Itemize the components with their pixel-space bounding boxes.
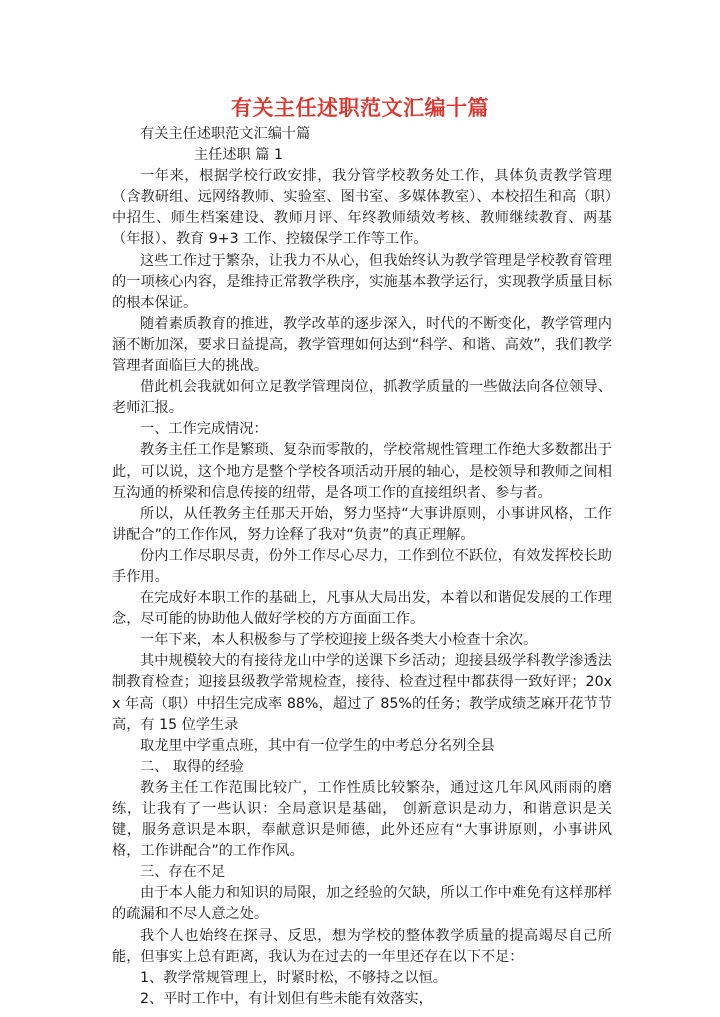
section-heading: 二、 取得的经验 <box>140 758 244 775</box>
paragraph: 取龙里中学重点班，其中有一位学生的中考总分名列全县 <box>140 737 495 754</box>
document-body <box>112 124 612 1010</box>
paragraph: 由于本人能力和知识的局限，加之经验的欠缺，所以工作中难免有这样那样的疏漏和不尽人意之处。 <box>112 885 612 923</box>
paragraph: 在完成好本职工作的基础上，凡事从大局出发，本着以和谐促发展的工作理念，尽可能的协助他人做好学校的方方面面工作。 <box>112 590 612 628</box>
paragraph: 其中规模较大的有接待龙山中学的送课下乡活动；迎接县级学科教学渗透法制教育检查；迎接县级教学常规检查，接待、检查过程中都获得一致好评；20xx 年高（职）中招生完成率 88%，超过了 85%的任务；教学成绩芝麻开花节节高，有 15 位学生录 <box>112 653 612 733</box>
document-title: 有关主任述职范文汇编十篇 <box>231 96 489 120</box>
list-item: 2、平时工作中，有计划但有些未能有效落实， <box>140 990 433 1007</box>
chapter-heading: 主任述职 篇 1 <box>194 147 283 164</box>
paragraph: 我个人也始终在探寻、反思，想为学校的整体教学质量的提高竭尽自己所能，但事实上总有距离，我认为在过去的一年里还存在以下不足： <box>112 927 612 965</box>
paragraph: 份内工作尽职尽责，份外工作尽心尽力，工作到位不跃位，有效发挥校长助手作用。 <box>112 547 612 585</box>
paragraph: 一年来，根据学校行政安排，我分管学校教务处工作，具体负责教学管理（含教研组、远网络教师、实验室、图书室、多媒体教室）、本校招生和高（职）中招生、师生档案建设、教师月评、年终教师绩效考核、教师继续教育、两基（年报）、教育 9+3 工作、控辍保学工作等工作。 <box>112 168 612 248</box>
document-subtitle: 有关主任述职范文汇编十篇 <box>140 126 311 142</box>
paragraph: 随着素质教育的推进，教学改革的逐步深入，时代的不断变化，教学管理内涵不断加深，要求日益提高，教学管理如何达到“科学、和谐、高效”，我们教学管理者面临巨大的挑战。 <box>112 315 612 375</box>
paragraph: 教务主任工作范围比较广，工作性质比较繁杂，通过这几年风风雨雨的磨练，让我有了一些认识：全局意识是基础， 创新意识是动力，和谐意识是关键，服务意识是本职，奉献意识是师德，此外还应有“大事讲原则，小事讲风格，工作讲配合”的工作作风。 <box>112 779 612 860</box>
paragraph: 借此机会我就如何立足教学管理岗位，抓教学质量的一些做法向各位领导、老师汇报。 <box>112 379 612 417</box>
paragraph: 所以，从任教务主任那天开始，努力坚持“大事讲原则，小事讲风格，工作讲配合”的工作作风，努力诠释了我对“负责”的真正理解。 <box>112 505 612 543</box>
section-heading: 一、工作完成情况： <box>140 421 268 438</box>
paragraph: 教务主任工作是繁琐、复杂而零散的，学校常规性管理工作绝大多数都出于此，可以说，这个地方是整个学校各项活动开展的轴心，是校领导和教师之间相互沟通的桥梁和信息传接的纽带，是各项工作的直接组织者、参与者。 <box>112 442 612 501</box>
paragraph: 这些工作过于繁杂，让我力不从心，但我始终认为教学管理是学校教育管理的一项核心内容，是维持正常教学秩序，实施基本教学运行，实现教学质量目标的根本保证。 <box>112 252 612 311</box>
paragraph: 一年下来，本人积极参与了学校迎接上级各类大小检查十余次。 <box>140 632 538 649</box>
section-heading: 三、存在不足 <box>140 864 226 881</box>
list-item: 1、教学常规管理上，时紧时松，不够持之以恒。 <box>140 969 447 986</box>
